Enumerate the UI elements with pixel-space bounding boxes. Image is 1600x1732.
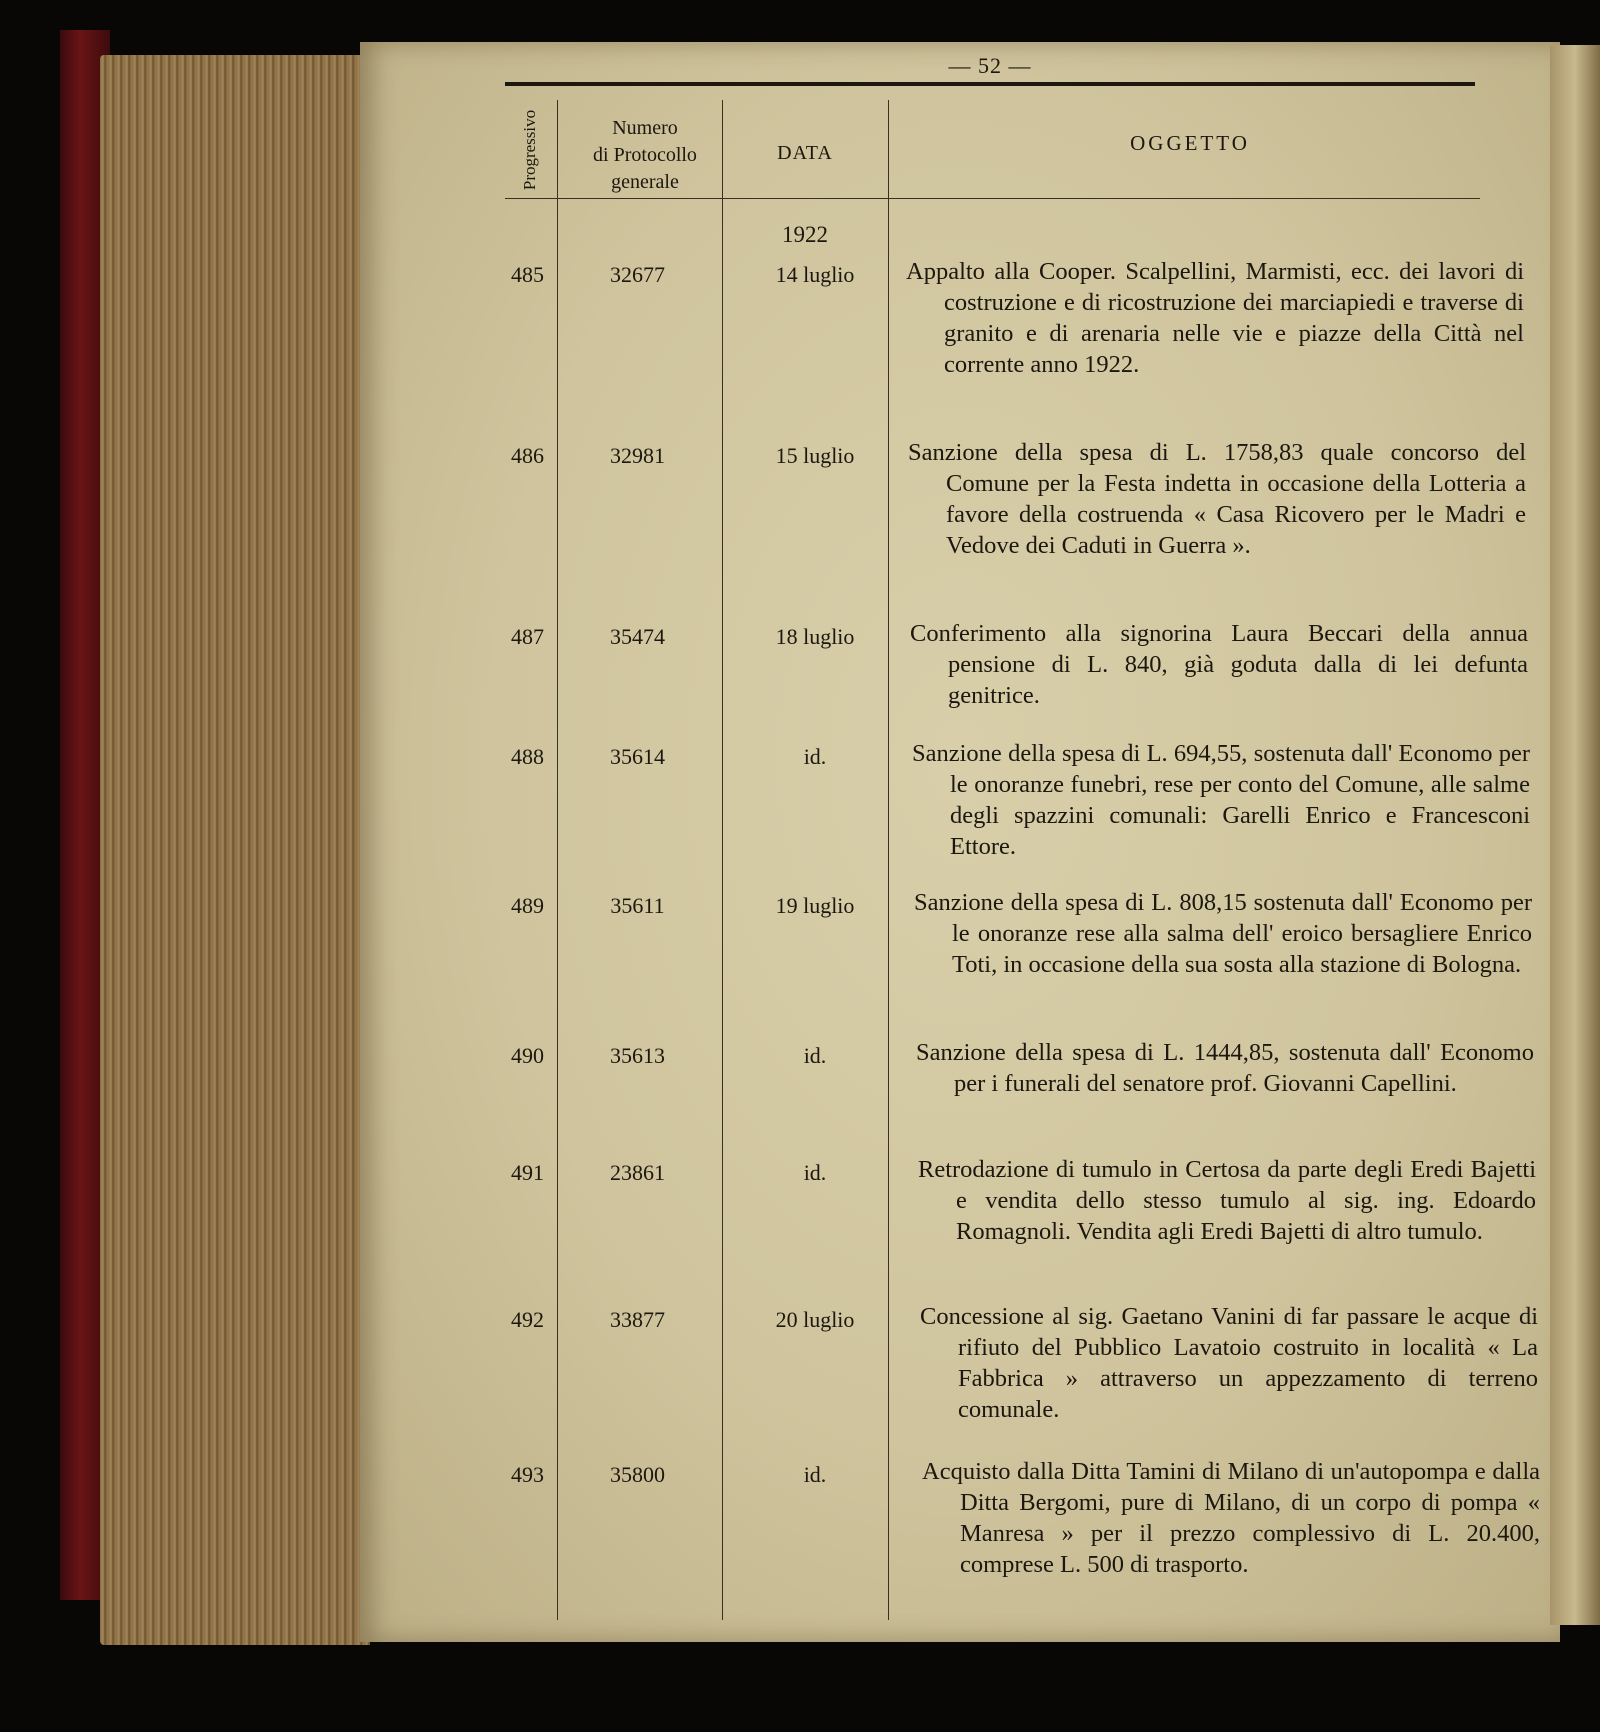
row-oggetto: Concessione al sig. Gaetano Vanini di far passare le acque di rifiuto del Pubblico Lavatoio costruito in località « La Fabbrica » attraverso un appezzamento di terreno comunale.	[920, 1303, 1538, 1423]
top-rule	[505, 82, 1475, 86]
row-protocollo: 35611	[610, 893, 665, 918]
header-protocollo-line-1: Numero	[612, 117, 678, 139]
row-date: id.	[803, 1462, 827, 1487]
row-protocollo: 33877	[610, 1307, 665, 1332]
row-oggetto: Conferimento alla signorina Laura Beccari della annua pensione di L. 840, già goduta dalla di lei defunta genitrice.	[910, 620, 1528, 709]
row-date: id.	[803, 1160, 827, 1185]
row-progressivo: 486	[511, 443, 544, 468]
page-edges	[100, 55, 370, 1645]
row-oggetto: Sanzione della spesa di L. 1444,85, sostenuta dall' Economo per i funerali del senatore prof. Giovanni Capellini.	[916, 1039, 1534, 1097]
row-oggetto: Appalto alla Cooper. Scalpellini, Marmisti, ecc. dei lavori di costruzione e di ricostruzione dei marciapiedi e traverse di granito e di arenaria nelle vie e piazze della Città nel corrente anno 1922.	[906, 258, 1524, 378]
row-oggetto: Retrodazione di tumulo in Certosa da parte degli Eredi Bajetti e vendita dello stesso tumulo al sig. ing. Edoardo Romagnoli. Vendita agli Eredi Bajetti di altro tumulo.	[918, 1156, 1536, 1245]
row-progressivo: 492	[511, 1307, 544, 1332]
row-progressivo: 485	[511, 262, 544, 287]
page-number: — 52 —	[948, 53, 1032, 78]
row-progressivo: 493	[511, 1462, 544, 1487]
row-protocollo: 23861	[610, 1160, 665, 1185]
row-date: 20 luglio	[775, 1307, 855, 1332]
row-protocollo: 35613	[610, 1043, 665, 1068]
row-protocollo: 35474	[610, 624, 665, 649]
row-date: id.	[803, 744, 827, 769]
row-oggetto: Sanzione della spesa di L. 808,15 sostenuta dall' Economo per le onoranze rese alla salma dell' eroico bersagliere Enrico Toti, in occasione della sua sosta alla stazione di Bologna.	[914, 889, 1532, 978]
row-date: 14 luglio	[775, 262, 855, 287]
row-progressivo: 489	[511, 893, 544, 918]
column-divider-2	[722, 100, 723, 1620]
row-oggetto: Sanzione della spesa di L. 1758,83 quale concorso del Comune per la Festa indetta in occasione della Lotteria a favore della costruenda « Casa Ricovero per le Madri e Vedove dei Caduti in Guerra ».	[908, 439, 1526, 559]
year-heading: 1922	[782, 222, 828, 247]
header-data: DATA	[777, 142, 833, 164]
row-oggetto: Acquisto dalla Ditta Tamini di Milano di un'autopompa e dalla Ditta Bergomi, pure di Milano, di un corpo di pompa « Manresa » per il prezzo complessivo di L. 20.400, comprese L. 500 di trasporto.	[922, 1458, 1540, 1578]
row-date: id.	[803, 1043, 827, 1068]
row-progressivo: 488	[511, 744, 544, 769]
column-divider-3	[888, 100, 889, 1620]
facing-page-edge	[1550, 45, 1600, 1625]
row-progressivo: 490	[511, 1043, 544, 1068]
column-divider-1	[557, 100, 558, 1620]
row-progressivo: 491	[511, 1160, 544, 1185]
row-protocollo: 32981	[610, 443, 665, 468]
header-oggetto: OGGETTO	[1130, 131, 1250, 155]
header-rule	[505, 198, 1480, 199]
row-protocollo: 35800	[610, 1462, 665, 1487]
row-protocollo: 32677	[610, 262, 665, 287]
header-progressivo-label: Progressivo	[520, 109, 539, 191]
row-date: 15 luglio	[775, 443, 855, 468]
header-protocollo-line-3: generale	[611, 171, 679, 193]
header-protocollo-line-2: di Protocollo	[593, 144, 697, 166]
row-date: 18 luglio	[775, 624, 855, 649]
row-oggetto: Sanzione della spesa di L. 694,55, sostenuta dall' Economo per le onoranze funebri, rese per conto del Comune, alle salme degli spazzini comunali: Garelli Enrico e Francesconi Ettore.	[912, 740, 1530, 860]
row-date: 19 luglio	[775, 893, 855, 918]
header-progressivo	[500, 95, 560, 205]
row-protocollo: 35614	[610, 744, 665, 769]
row-progressivo: 487	[511, 624, 544, 649]
header-protocollo	[570, 115, 720, 196]
